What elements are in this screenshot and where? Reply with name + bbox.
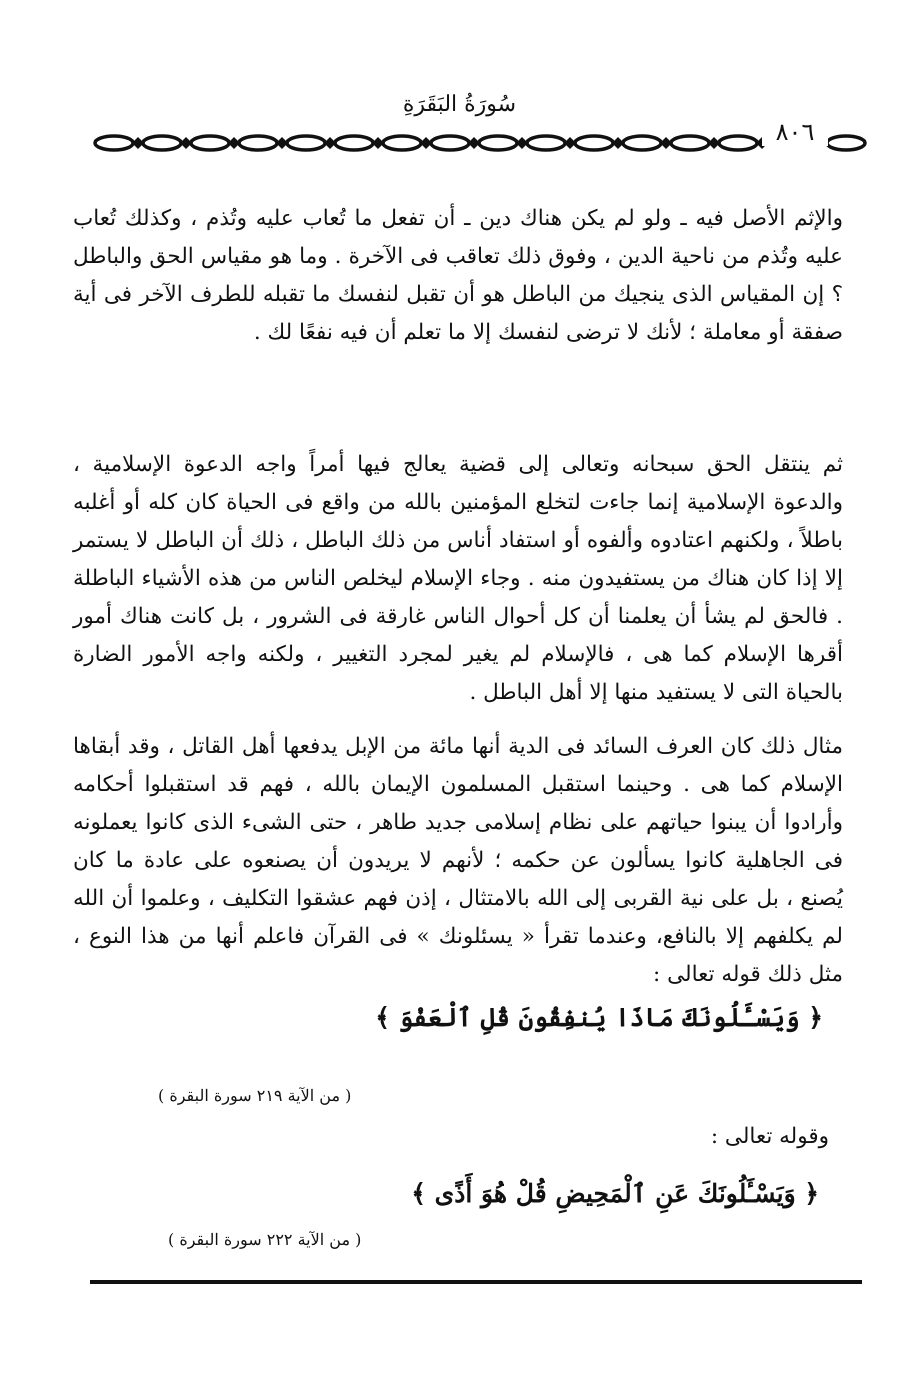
- paragraph-2: ثم ينتقل الحق سبحانه وتعالى إلى قضية يعالج فيها أمراً واجه الدعوة الإسلامية ، والدعوة الإسلامية إنما جاءت لتخلع المؤمنين بالله من واقع فى الحياة كان كله أو أغلبه باطلاً ، ولكنهم اعتادوه وألفوه أو استفاد أناس من ذلك الباطل ، ذلك أن الباطل لا يستمر إلا إذا كان هناك من يستفيدون منه . وجاء الإسلام ليخلص الناس من هذه الأشياء الباطلة . فالحق لم يشأ أن يعلمنا أن كل أحوال الناس غارقة فى الشرور ، بل كانت هناك أمور أقرها الإسلام كما هى ، فالإسلام لم يغير لمجرد التغيير ، ولكنه واجه الأمور الضارة بالحياة التى لا يستفيد منها إلا أهل الباطل .: [73, 451, 843, 705]
- verse-citation-2: ( من الآية ٢٢٢ سورة البقرة ): [168, 1230, 362, 1249]
- verse-intro: وقوله تعالى :: [710, 1124, 829, 1149]
- page-number: ٨٠٦: [762, 118, 828, 146]
- paragraph-3: مثال ذلك كان العرف السائد فى الدية أنها مائة من الإبل يدفعها أهل القاتل ، وقد أبقاها الإسلام كما هى . وحينما استقبل المسلمون الإيمان بالله ، فهم قد استقبلوا أحكامه وأرادوا أن يبنوا حياتهم على نظام إسلامى جديد طاهر ، حتى الشىء الذى كانوا يعملونه فى الجاهلية كانوا يسألون عن حكمه ؛ لأنهم لا يريدون أن يصنعوه على عادة ما كان يُصنع ، بل على نية القربى إلى الله بالامتثال ، إذن فهم عشقوا التكليف ، وعلموا أن الله لم يكلفهم إلا بالنافع، وعندما تقرأ « يسئلونك » فى القرآن فاعلم أنها من هذا النوع ، مثل ذلك قوله تعالى :: [73, 733, 843, 987]
- paragraph-1: والإثم الأصل فيه ـ ولو لم يكن هناك دين ـ أن تفعل ما تُعاب عليه وتُذم ، وكذلك تُعاب عليه وتُذم من ناحية الدين ، وفوق ذلك تعاقب فى الآخرة . وما هو مقياس الحق والباطل ؟ إن المقياس الذى ينجيك من الباطل هو أن تقبل لنفسك ما تقبله للطرف الآخر فى أية صفقة أو معاملة ؛ لأنك لا ترضى لنفسك إلا ما تعلم أن فيه نفعًا لك .: [73, 205, 843, 345]
- bottom-rule: [90, 1280, 862, 1284]
- ornament-divider: [92, 128, 872, 158]
- quran-verse-2: ﴿ وَيَسْـَٔلُونَكَ عَنِ ٱلْمَحِيضِ قُلْ هُوَ أَذًى ﴾: [411, 1179, 819, 1208]
- quran-verse-1: ﴿ وَيَسْـَٔلُونَكَ مَاذَا يُنفِقُونَ قُلِ ٱلْعَفْوَ ﴾: [375, 1003, 823, 1032]
- surah-title: سُورَةُ البَقَرَةِ: [402, 92, 517, 117]
- verse-citation-1: ( من الآية ٢١٩ سورة البقرة ): [158, 1086, 352, 1105]
